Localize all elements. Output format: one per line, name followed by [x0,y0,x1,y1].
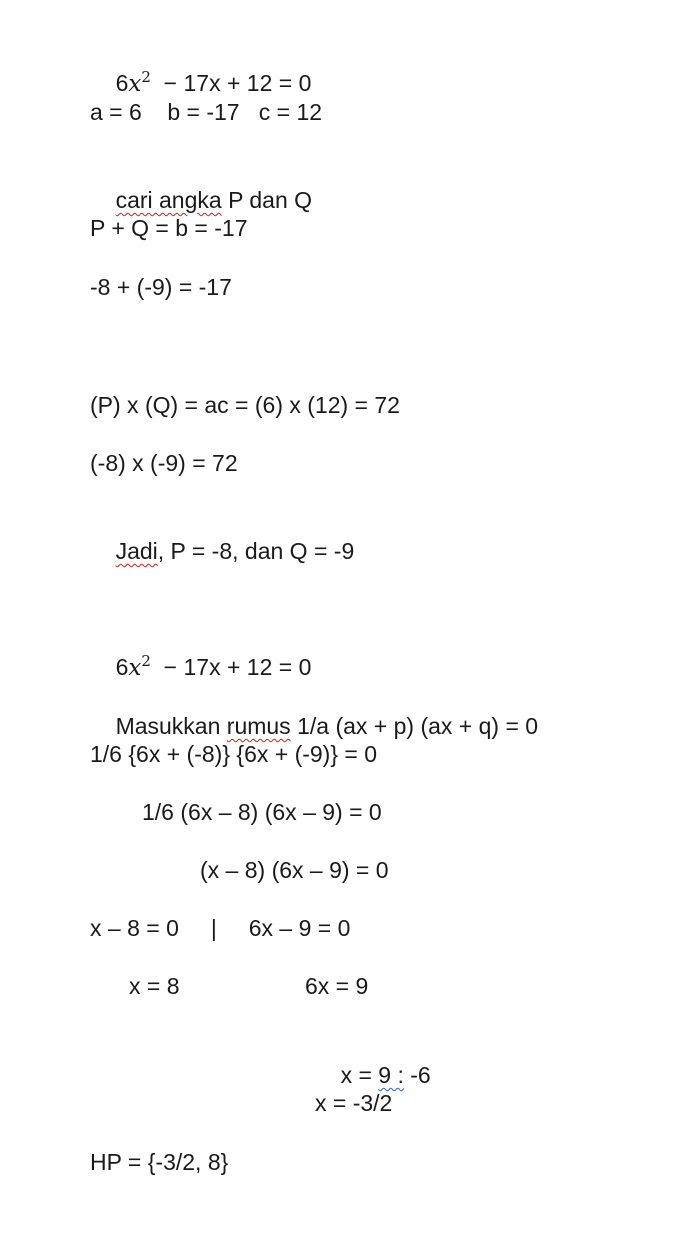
simplified-line: 1/6 (6x – 8) (6x – 9) = 0 [142,799,382,825]
grammar-check-text: 9 : [378,1062,404,1088]
coefficient-text: 6 [115,654,129,680]
variable-x: x [128,655,142,681]
substitution-line: 1/6 {6x + (-8)} {6x + (-9)} = 0 [90,741,378,767]
root-2-step-line: 6x = 9 [305,973,369,999]
spellcheck-text: Jadi [115,538,158,564]
root-1-line: x = 8 [129,973,180,999]
exponent-text: 2 [141,652,151,670]
plain-text: P dan Q [221,187,313,213]
coefficients-line: a = 6 b = -17 c = 12 [90,99,323,125]
plain-text: x = [340,1062,379,1088]
variable-x: x [128,71,142,97]
plain-text: -6 [403,1062,431,1088]
spellcheck-text: cari angka [115,187,222,213]
formula-text: 1/a (ax + p) (ax + q) = 0 [290,713,539,739]
root-2-line: x = -3/2 [315,1090,393,1116]
conclusion-line [90,506,354,596]
coefficient-text: 6 [115,70,129,96]
factored-line: (x – 8) (6x – 9) = 0 [200,857,389,883]
sum-line: P + Q = b = -17 [90,215,248,241]
spellcheck-text: rumus [226,713,291,739]
plain-text: , P = -8, dan Q = -9 [157,538,355,564]
solution-set-line: HP = {-3/2, 8} [90,1149,229,1175]
product-line: (P) x (Q) = ac = (6) x (12) = 72 [90,392,400,418]
exponent-text: 2 [141,68,151,86]
equation-rest: − 17x + 12 = 0 [150,70,312,96]
split-line: x – 8 = 0 | 6x – 9 = 0 [90,915,351,941]
product-check-line: (-8) x (-9) = 72 [90,450,238,476]
plain-text: Masukkan [115,713,227,739]
sum-check-line: -8 + (-9) = -17 [90,274,232,300]
equation-rest: − 17x + 12 = 0 [150,654,312,680]
